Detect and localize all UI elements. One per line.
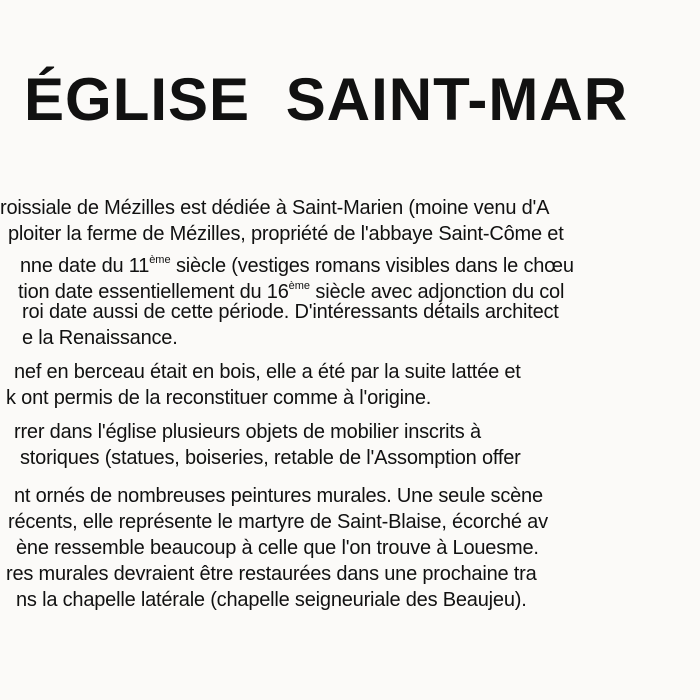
line-text: res murales devraient être restaurées dans une prochaine tra [6, 563, 537, 585]
body-line [0, 587, 700, 613]
document-title: ÉGLISE SAINT-MAR [24, 66, 629, 133]
body-line [0, 195, 700, 221]
body-line [0, 221, 700, 247]
line-text: tion date essentiellement du 16 [18, 281, 289, 303]
body-line [0, 483, 700, 509]
body-line [0, 273, 700, 303]
line-text: rrer dans l'église plusieurs objets de mobilier inscrits à [14, 421, 481, 443]
line-text: nne date du 11 [20, 255, 150, 277]
line-text: récents, elle représente le martyre de Saint-Blaise, écorché av [8, 511, 548, 533]
body-line [0, 359, 700, 385]
line-text: nt ornés de nombreuses peintures murales. Une seule scène [14, 485, 543, 507]
line-text: storiques (statues, boiseries, retable de l'Assomption offer [20, 447, 521, 469]
body-line [0, 509, 700, 535]
body-line [0, 561, 700, 587]
line-text: ène ressemble beaucoup à celle que l'on trouve à Louesme. [16, 537, 539, 559]
line-text: siècle (vestiges romans visibles dans le chœu [170, 255, 574, 277]
document-body [0, 195, 700, 613]
body-line [0, 247, 700, 277]
body-line [0, 535, 700, 561]
line-text: nef en berceau était en bois, elle a été par la suite lattée et [14, 361, 521, 383]
body-line [0, 385, 700, 411]
line-text: e la Renaissance. [22, 327, 178, 349]
body-line [0, 325, 700, 351]
line-text: ns la chapelle latérale (chapelle seigneuriale des Beaujeu). [16, 589, 527, 611]
superscript-text: ème [149, 254, 171, 266]
body-line [0, 445, 700, 471]
body-line [0, 419, 700, 445]
line-text: roi date aussi de cette période. D'intéressants détails architect [22, 301, 559, 323]
line-text: siècle avec adjonction du col [310, 281, 565, 303]
body-line [0, 299, 700, 325]
line-text: k ont permis de la reconstituer comme à l'origine. [6, 387, 432, 409]
line-text: ploiter la ferme de Mézilles, propriété de l'abbaye Saint-Côme et [8, 223, 564, 245]
line-text: roissiale de Mézilles est dédiée à Saint-Marien (moine venu d'A [0, 197, 550, 219]
superscript-text: ème [288, 280, 311, 292]
